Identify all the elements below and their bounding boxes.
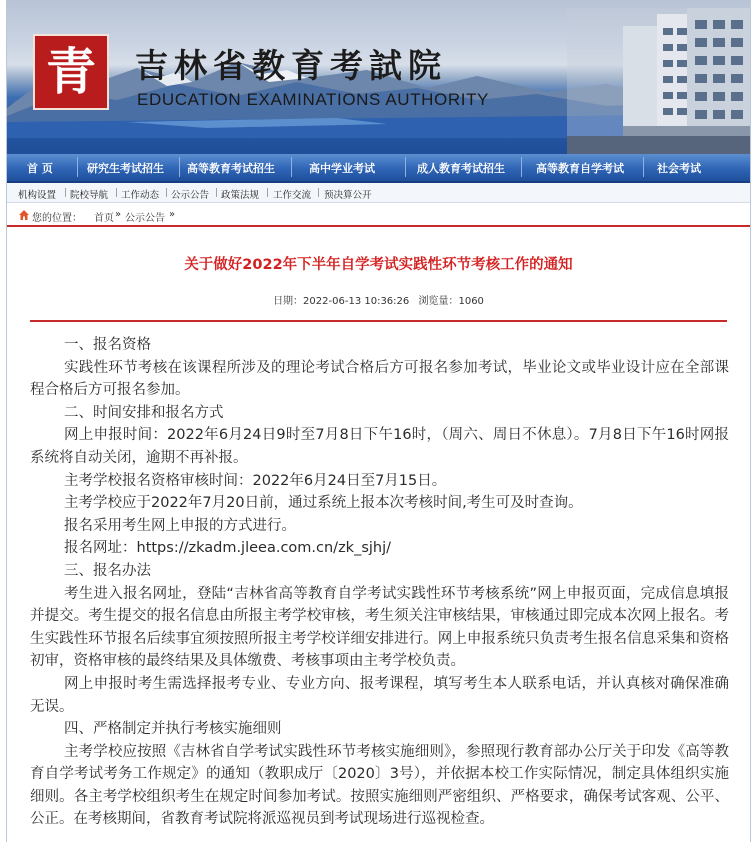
article-paragraph: 主考学校报名资格审核时间：2022年6月24日至7月15日。 xyxy=(64,472,447,489)
article-paragraph: 主考学校应于2022年7月20日前，通过系统上报本次考核时间,考生可及时查询。 xyxy=(64,495,583,512)
site-subtitle: EDUCATION EXAMINATIONS AUTHORITY xyxy=(137,90,489,109)
nav-divider xyxy=(521,157,522,177)
building-image xyxy=(567,8,750,154)
subnav-item-policy[interactable]: 政策法规 xyxy=(221,190,260,201)
subnav-item-exchange[interactable]: 工作交流 xyxy=(273,190,312,201)
nav-item-self-study[interactable]: 高等教育自学考试 xyxy=(536,162,624,175)
breadcrumb-current-link[interactable]: 公示公告 xyxy=(125,213,165,224)
nav-item-home[interactable]: 首 页 xyxy=(27,162,53,175)
subnav-divider: | xyxy=(165,188,169,198)
section-heading: 一、报名资格 xyxy=(64,337,151,353)
article-paragraph: 网上申报时考生需选择报考专业、专业方向、报考课程，填写考生本人联系电话，并认真核对确保准确无误。 xyxy=(30,675,729,715)
sub-nav xyxy=(7,183,750,203)
breadcrumb xyxy=(7,204,750,226)
breadcrumb-home-link[interactable]: 首页 xyxy=(94,213,114,224)
home-icon xyxy=(19,210,29,220)
subnav-item-notices[interactable]: 公示公告 xyxy=(171,190,210,201)
nav-divider xyxy=(77,157,78,177)
subnav-item-budget[interactable]: 预决算公开 xyxy=(324,190,372,201)
breadcrumb-separator: » xyxy=(115,209,122,220)
article-title: 关于做好2022年下半年自学考试实践性环节考核工作的通知 xyxy=(184,257,573,273)
subnav-divider: | xyxy=(215,188,219,198)
page xyxy=(6,0,751,842)
article-paragraph: 考生进入报名网址，登陆“吉林省高等教育自学考试实践性环节考核系统”网上申报页面，完成信息填报并提交。考生提交的报名信息由所报主考学校审核，考生须关注审核结果，审核通过即完成本次网上报名。考生实践性环节报名后续事宜须按照所报主考学校详细安排进行。网上申报系统只负责考生报名信息采集和资格初审，资格审核的最终结果及具体缴费、考核事项由主考学校负责。 xyxy=(30,585,729,670)
nav-item-higher-ed[interactable]: 高等教育考试招生 xyxy=(187,162,275,175)
nav-item-graduate[interactable]: 研究生考试招生 xyxy=(87,162,164,175)
article-meta xyxy=(7,292,750,307)
section-heading: 三、报名办法 xyxy=(64,562,151,579)
nav-divider xyxy=(291,157,292,177)
nav-divider xyxy=(179,157,180,177)
breadcrumb-end-separator: » xyxy=(169,209,176,220)
subnav-item-schools[interactable]: 院校导航 xyxy=(70,190,109,201)
site-logo[interactable] xyxy=(33,34,109,110)
site-title: 吉林省教育考試院 xyxy=(135,46,447,85)
article-date: 日期：2022-06-13 10:36:26 xyxy=(273,296,410,307)
breadcrumb-prefix: 您的位置： xyxy=(32,213,82,224)
article-paragraph: 报名采用考生网上申报的方式进行。 xyxy=(64,517,296,534)
subnav-divider: | xyxy=(64,188,68,198)
article-divider xyxy=(30,320,727,322)
registration-url[interactable]: 报名网址：https://zkadm.jleea.com.cn/zk_sjhj/ xyxy=(64,540,392,557)
nav-item-adult-ed[interactable]: 成人教育考试招生 xyxy=(417,162,505,175)
subnav-item-org[interactable]: 机构设置 xyxy=(18,190,57,201)
section-heading: 四、严格制定并执行考核实施细则 xyxy=(64,721,282,738)
article-paragraph: 主考学校应按照《吉林省自学考试实践性环节考核实施细则》，参照现行教育部办公厅关于印发《高等教育自学考试考务工作规定》的通知（教职成厅〔2020〕3号），并依据本校工作实际情况，制定具体组织实施细则。各主考学校组织考生在规定时间参加考试。按照实施细则严密组织、严格要求，确保考试客观、公平、公正。在考核期间，省教育考试院将派巡视员到考试现场进行巡视检查。 xyxy=(30,743,729,828)
section-heading: 二、时间安排和报名方式 xyxy=(64,404,224,421)
breadcrumb-divider xyxy=(7,225,750,227)
nav-item-high-school[interactable]: 高中学业考试 xyxy=(309,162,375,175)
main-nav xyxy=(7,154,750,183)
subnav-divider: | xyxy=(317,188,321,198)
article-body xyxy=(30,334,729,831)
nav-divider xyxy=(405,157,406,177)
site-banner xyxy=(7,0,750,154)
nav-divider xyxy=(643,157,644,177)
article-views: 浏览量：1060 xyxy=(418,296,484,307)
subnav-divider: | xyxy=(266,188,270,198)
article-paragraph: 网上申报时间：2022年6月24日9时至7月8日下午16时，（周六、周日不休息）。7月8日下午16时网报系统将自动关闭，逾期不再补报。 xyxy=(30,427,729,466)
article-paragraph: 实践性环节考核在该课程所涉及的理论考试合格后方可报名参加考试，毕业论文或毕业设计应在全部课程合格后方可报名参加。 xyxy=(30,359,729,399)
subnav-item-news[interactable]: 工作动态 xyxy=(121,190,160,201)
logo-glyph: 青 xyxy=(46,42,96,101)
subnav-divider: | xyxy=(115,188,119,198)
nav-item-social-exam[interactable]: 社会考试 xyxy=(657,162,701,175)
